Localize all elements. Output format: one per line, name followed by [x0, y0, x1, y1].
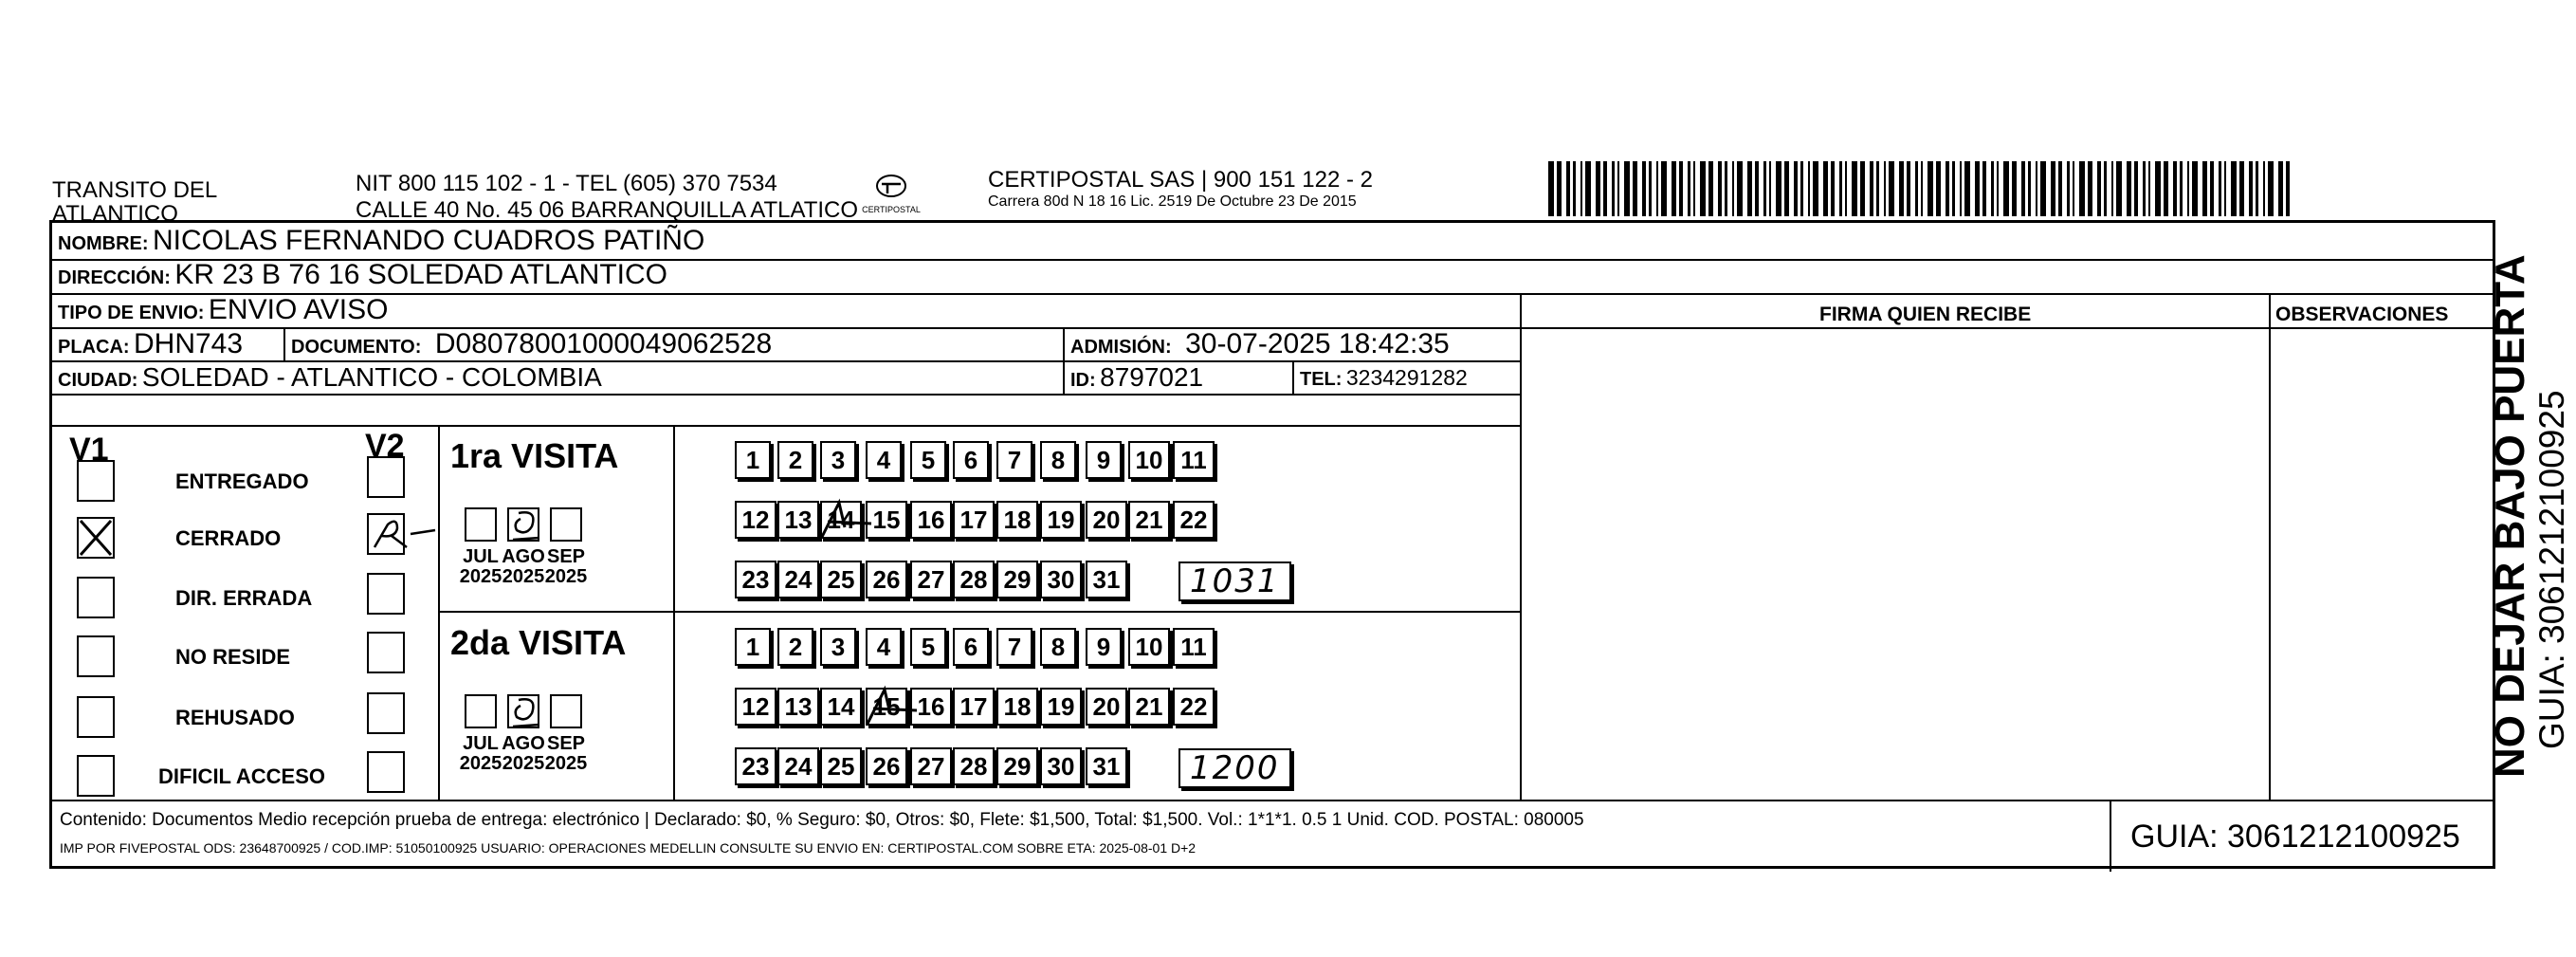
admision-label: ADMISIÓN: [1070, 337, 1172, 358]
signature-header-line [1520, 327, 2493, 329]
admision-row [1070, 330, 1450, 359]
visit-1-day-16[interactable]: 16 [910, 501, 952, 539]
visit-1-day-2[interactable]: 2 [777, 441, 813, 479]
sender-name [52, 178, 217, 226]
visit-2-day-9[interactable]: 9 [1086, 628, 1122, 666]
sender-contact [356, 171, 858, 223]
ciudad-value: SOLEDAD - ATLANTICO - COLOMBIA [141, 362, 602, 392]
barcode-bar [2134, 161, 2138, 216]
barcode-bar [1852, 161, 1857, 216]
status-label-rehusado: REHUSADO [175, 706, 295, 729]
visit-2-day-4[interactable]: 4 [866, 628, 902, 666]
barcode-bar [1800, 161, 1803, 216]
barcode-bar [1813, 161, 1818, 216]
barcode-bar [2239, 161, 2244, 216]
visit-2-day-25[interactable]: 25 [820, 747, 862, 785]
barcode-bar [2067, 161, 2070, 216]
visit-1-day-29[interactable]: 29 [996, 561, 1038, 598]
barcode-bar [2148, 161, 2150, 216]
barcode-bar [1982, 161, 1986, 216]
barcode-bar [1596, 161, 1600, 216]
barcode-bar [2187, 161, 2189, 216]
visit-1-day-8[interactable]: 8 [1040, 441, 1076, 479]
v1-checkbox-no-reside[interactable] [77, 635, 115, 677]
barcode-bar [1952, 161, 1955, 216]
visit-1-day-23[interactable]: 23 [735, 561, 776, 598]
barcode-bar [2263, 161, 2265, 216]
barcode-bar [2210, 161, 2214, 216]
tipo-value: ENVIO AVISO [208, 294, 389, 325]
barcode-bar [1870, 161, 1873, 216]
visit-1-day-6[interactable]: 6 [953, 441, 989, 479]
v2-checkbox-dificil-acceso[interactable] [367, 751, 405, 793]
visit-2-day-20[interactable]: 20 [1086, 688, 1127, 726]
visit-2-day-27[interactable]: 27 [910, 747, 952, 785]
visit-2-day-10[interactable]: 10 [1128, 628, 1170, 666]
barcode-bar [2202, 161, 2207, 216]
barcode-bar [1776, 161, 1781, 216]
sender-nit: NIT 800 115 102 - 1 - TEL (605) 370 7534 [356, 171, 777, 196]
visit-2-day-1[interactable]: 1 [735, 628, 771, 666]
visit-2-title: 2da VISITA [450, 623, 627, 662]
barcode-bar [2231, 161, 2237, 216]
barcode-bar [1737, 161, 1743, 216]
status-label-entregado: ENTREGADO [175, 469, 309, 493]
barcode-bar [2249, 161, 2253, 216]
barcode-bar [1700, 161, 1706, 216]
barcode-bar [2268, 161, 2274, 216]
cell-divider [1063, 327, 1065, 396]
barcode-bar [1649, 161, 1652, 216]
v2-checkbox-entregado[interactable] [367, 456, 405, 498]
barcode-bar [1747, 161, 1752, 216]
visit-1-day-27[interactable]: 27 [910, 561, 952, 598]
footer-guia: GUIA: 3061212100925 [2130, 819, 2460, 855]
status-visit-divider [438, 425, 440, 801]
footer-guia-divider [2110, 800, 2111, 872]
cell-divider [1292, 360, 1294, 396]
month-name: AGO [502, 546, 545, 567]
sender-line-2: ATLANTICO [52, 201, 178, 228]
v2-checkbox-cerrado[interactable] [367, 513, 405, 555]
visit-1-title: 1ra VISITA [450, 436, 619, 475]
observaciones-label: OBSERVACIONES [2275, 304, 2449, 325]
barcode-bar [1991, 161, 1994, 216]
barcode-bar [1642, 161, 1646, 216]
visit-1-day-12[interactable]: 12 [735, 501, 776, 539]
visit-2-day-19[interactable]: 19 [1040, 688, 1082, 726]
barcode-bar [1708, 161, 1713, 216]
visit-2-day-30[interactable]: 30 [1040, 747, 1082, 785]
visit-2-month-sep-label [538, 734, 594, 774]
visit-2-day-6[interactable]: 6 [953, 628, 989, 666]
month-year: 2025 [544, 753, 588, 774]
v1-checkbox-dificil-acceso[interactable] [77, 755, 115, 797]
barcode-bar [2164, 161, 2168, 216]
barcode-bar [1808, 161, 1810, 216]
ciudad-label: CIUDAD: [58, 370, 138, 391]
barcode-bar [2040, 161, 2046, 216]
row-divider [52, 293, 2493, 295]
barcode-bar [1921, 161, 1923, 216]
tipo-row [58, 296, 388, 324]
barcode-bar [1624, 161, 1630, 216]
barcode-bar [2219, 161, 2221, 216]
barcode-bar [2111, 161, 2113, 216]
barcode-bar [1633, 161, 1637, 216]
v2-header: V2 [365, 428, 405, 464]
visit-2-day-15[interactable]: 15 [866, 688, 907, 726]
barcode-bar [1769, 161, 1771, 216]
visit-2-day-24[interactable]: 24 [777, 747, 819, 785]
visit-2-day-11[interactable]: 11 [1173, 628, 1215, 666]
visit-1-day-22[interactable]: 22 [1173, 501, 1215, 539]
x-mark-icon [79, 519, 113, 557]
visit-1-day-20[interactable]: 20 [1086, 501, 1127, 539]
tel-value: 3234291282 [1345, 365, 1468, 390]
tel-row [1300, 367, 1468, 389]
handwritten-mark-icon [369, 515, 435, 555]
visit-1-day-24[interactable]: 24 [777, 561, 819, 598]
visit-1-day-18[interactable]: 18 [996, 501, 1038, 539]
visit-1-day-30[interactable]: 30 [1040, 561, 1082, 598]
visit-2-day-23[interactable]: 23 [735, 747, 776, 785]
ciudad-row [58, 364, 602, 391]
visit-2-day-28[interactable]: 28 [953, 747, 995, 785]
footer-divider [52, 800, 2493, 801]
barcode-bar [1975, 161, 1980, 216]
barcode-bar [1889, 161, 1894, 216]
barcode-bar [2286, 161, 2290, 216]
barcode-bar [1997, 161, 1999, 216]
barcode-bar [1661, 161, 1667, 216]
barcode-bar [2143, 161, 2146, 216]
barcode-bar [2192, 161, 2198, 216]
admision-value: 30-07-2025 18:42:35 [1185, 328, 1450, 359]
visit-2-day-14[interactable]: 14 [820, 688, 862, 726]
month-name: JUL [463, 546, 499, 567]
signature-left-border [1520, 293, 1522, 801]
placa-row [58, 330, 243, 359]
visit-2-day-29[interactable]: 29 [996, 747, 1038, 785]
handwritten-mark-icon [509, 509, 541, 547]
barcode-bar [1936, 161, 1941, 216]
visit-1-day-17[interactable]: 17 [953, 501, 995, 539]
month-year: 2025 [544, 566, 588, 587]
placa-label: PLACA: [58, 337, 130, 358]
barcode-bar [2180, 161, 2183, 216]
barcode-bar [2256, 161, 2258, 216]
firma-label: FIRMA QUIEN RECIBE [1819, 304, 2032, 325]
barcode-bar [2073, 161, 2074, 216]
barcode-bar [1557, 161, 1562, 216]
barcode-bar [1580, 161, 1582, 216]
barcode-bar [2224, 161, 2226, 216]
documento-row [291, 330, 772, 359]
visit-1-month-sep-checkbox[interactable] [550, 507, 582, 542]
status-label-cerrado: CERRADO [175, 526, 282, 550]
visit-1-day-15[interactable]: 15 [866, 501, 907, 539]
barcode-bar [1725, 161, 1727, 216]
v2-checkbox-dir-errada[interactable] [367, 573, 405, 615]
barcode-bar [1899, 161, 1904, 216]
id-row [1070, 364, 1203, 391]
nombre-value: NICOLAS FERNANDO CUADROS PATIÑO [153, 225, 705, 256]
sender-line-1: TRANSITO DEL [52, 177, 218, 203]
barcode-bar [1693, 161, 1695, 216]
barcode-bar [1831, 161, 1835, 216]
id-label: ID: [1070, 370, 1096, 391]
month-year: 2025 [459, 753, 502, 774]
barcode-bar [1794, 161, 1798, 216]
tipo-label: TIPO DE ENVIO: [58, 303, 205, 323]
month-year: 2025 [502, 566, 545, 587]
v2-checkbox-rehusado[interactable] [367, 692, 405, 734]
barcode-bar [2278, 161, 2283, 216]
footer-imp: IMP POR FIVEPOSTAL ODS: 23648700925 / COD.IMP: 51050100925 USUARIO: OPERACIONES MEDELLIN CONSULTE SU ENVIO EN: CERTIPOSTAL.COM SOBRE ETA: 2025-08-01 D+2 [60, 840, 1197, 856]
visit-1-day-28[interactable]: 28 [953, 561, 995, 598]
visit-2-handwritten-time: 1200 [1178, 748, 1291, 788]
barcode [1548, 161, 2297, 216]
visit-2-day-26[interactable]: 26 [866, 747, 907, 785]
direccion-value: KR 23 B 76 16 SOLEDAD ATLANTICO [174, 259, 667, 290]
barcode-bar [1718, 161, 1722, 216]
visit-1-month-sep-label [538, 547, 594, 587]
visit-2-day-16[interactable]: 16 [910, 688, 952, 726]
v2-checkbox-no-reside[interactable] [367, 632, 405, 673]
barcode-bar [1566, 161, 1570, 216]
barcode-bar [2173, 161, 2177, 216]
barcode-bar [1548, 161, 1554, 216]
visit-1-day-31[interactable]: 31 [1086, 561, 1127, 598]
barcode-bar [2058, 161, 2062, 216]
barcode-bar [1907, 161, 1910, 216]
barcode-bar [2127, 161, 2131, 216]
handwritten-mark-icon [509, 696, 541, 734]
status-label-dificil-acceso: DIFICIL ACCESO [158, 764, 326, 788]
visit-1-day-1[interactable]: 1 [735, 441, 771, 479]
row-divider [52, 394, 1522, 396]
barcode-bar [2088, 161, 2092, 216]
nombre-label: NOMBRE: [58, 233, 149, 254]
barcode-bar [1784, 161, 1789, 216]
direccion-row [58, 261, 667, 289]
visit-1-day-11[interactable]: 11 [1173, 441, 1215, 479]
courier-license: Carrera 80d N 18 16 Lic. 2519 De Octubre 23 De 2015 [988, 193, 1357, 210]
visit-1-month-jul-checkbox[interactable] [465, 507, 497, 542]
v1-header: V1 [69, 432, 109, 468]
visit-1-day-14[interactable]: 14 [820, 501, 862, 539]
visit-2-day-7[interactable]: 7 [996, 628, 1032, 666]
row-divider [52, 425, 1522, 427]
barcode-bar [1845, 161, 1847, 216]
barcode-bar [1884, 161, 1886, 216]
barcode-bar [2051, 161, 2055, 216]
barcode-bar [1688, 161, 1690, 216]
visit-1-day-3[interactable]: 3 [820, 441, 856, 479]
barcode-bar [1927, 161, 1933, 216]
barcode-bar [1732, 161, 1734, 216]
visit-1-day-21[interactable]: 21 [1128, 501, 1170, 539]
tel-label: TEL: [1300, 369, 1343, 390]
direccion-label: DIRECCIÓN: [58, 267, 171, 288]
v1-checkbox-rehusado[interactable] [77, 696, 115, 738]
barcode-bar [2155, 161, 2161, 216]
barcode-bar [1679, 161, 1683, 216]
visit-divider [438, 611, 1522, 613]
visit-2-day-13[interactable]: 13 [777, 688, 819, 726]
id-value: 8797021 [1100, 362, 1204, 392]
visit-1-day-10[interactable]: 10 [1128, 441, 1170, 479]
visit-1-day-26[interactable]: 26 [866, 561, 907, 598]
barcode-bar [1617, 161, 1619, 216]
documento-value: D08078001000049062528 [434, 328, 773, 359]
no-dejar-bajo-puerta: NO DEJAR BAJO PUERTA [2487, 254, 2533, 778]
barcode-bar [1603, 161, 1607, 216]
barcode-bar [1573, 161, 1576, 216]
barcode-bar [2028, 161, 2031, 216]
visit-2-day-31[interactable]: 31 [1086, 747, 1127, 785]
visit-1-day-4[interactable]: 4 [866, 441, 902, 479]
svg-text:CERTIPOSTAL: CERTIPOSTAL [862, 205, 921, 214]
visit-2-day-22[interactable]: 22 [1173, 688, 1215, 726]
side-guia: GUIA: 3061212100925 [2532, 390, 2571, 749]
observations-left-border [2269, 293, 2271, 801]
barcode-bar [1612, 161, 1615, 216]
visit-2-day-8[interactable]: 8 [1040, 628, 1076, 666]
visit-1-day-5[interactable]: 5 [910, 441, 946, 479]
barcode-bar [2036, 161, 2037, 216]
v1-checkbox-cerrado[interactable] [77, 517, 115, 559]
courier-info [988, 167, 1373, 211]
visit-2-day-3[interactable]: 3 [820, 628, 856, 666]
visit-2-month-jul-checkbox[interactable] [465, 694, 497, 728]
courier-name: CERTIPOSTAL SAS | 900 151 122 - 2 [988, 167, 1373, 193]
placa-value: DHN743 [134, 328, 244, 359]
barcode-bar [1839, 161, 1842, 216]
delivery-form [49, 220, 2495, 869]
visit-1-day-25[interactable]: 25 [820, 561, 862, 598]
status-label-no-reside: NO RESIDE [175, 645, 291, 669]
nombre-row [58, 227, 704, 255]
visit-days-divider [673, 425, 675, 801]
visit-2-day-21[interactable]: 21 [1128, 688, 1170, 726]
barcode-bar [2104, 161, 2107, 216]
footer-contenido: Contenido: Documentos Medio recepción prueba de entrega: electrónico | Declarado: $0, % Seguro: $0, Otros: $0, Flete: $1,500, Total: $1,500. Vol.: 1*1*1. 0.5 1 Unid. COD. POSTAL: 080005 [60, 810, 1584, 830]
barcode-bar [1876, 161, 1879, 216]
v1-checkbox-dir-errada[interactable] [77, 577, 115, 618]
documento-label: DOCUMENTO: [291, 337, 422, 358]
visit-1-handwritten-time: 1031 [1178, 561, 1291, 601]
barcode-bar [1964, 161, 1970, 216]
certipostal-logo [858, 169, 924, 222]
month-name: JUL [463, 733, 499, 754]
month-name: SEP [546, 733, 586, 754]
month-name: AGO [502, 733, 545, 754]
barcode-bar [1585, 161, 1591, 216]
barcode-bar [2003, 161, 2009, 216]
visit-1-day-13[interactable]: 13 [777, 501, 819, 539]
month-year: 2025 [459, 566, 502, 587]
barcode-bar [1823, 161, 1828, 216]
visit-2-month-ago-checkbox[interactable] [507, 694, 539, 728]
cell-divider [283, 327, 285, 362]
barcode-bar [2116, 161, 2122, 216]
barcode-bar [2079, 161, 2085, 216]
barcode-bar [1672, 161, 1676, 216]
visit-1-day-9[interactable]: 9 [1086, 441, 1122, 479]
visit-2-month-sep-checkbox[interactable] [550, 694, 582, 728]
barcode-bar [1960, 161, 1962, 216]
visit-2-day-17[interactable]: 17 [953, 688, 995, 726]
visit-1-day-19[interactable]: 19 [1040, 501, 1082, 539]
barcode-bar [1763, 161, 1766, 216]
visit-2-day-2[interactable]: 2 [777, 628, 813, 666]
month-year: 2025 [502, 753, 545, 774]
status-label-dir-errada: DIR. ERRADA [175, 586, 313, 610]
barcode-bar [1915, 161, 1918, 216]
barcode-bar [1860, 161, 1865, 216]
barcode-bar [1755, 161, 1759, 216]
barcode-bar [2021, 161, 2025, 216]
v1-checkbox-entregado[interactable] [77, 460, 115, 502]
visit-1-month-ago-checkbox[interactable] [507, 507, 539, 542]
visit-1-day-7[interactable]: 7 [996, 441, 1032, 479]
sender-address: CALLE 40 No. 45 06 BARRANQUILLA ATLATICO [356, 196, 859, 223]
visit-2-day-18[interactable]: 18 [996, 688, 1038, 726]
barcode-bar [1946, 161, 1949, 216]
barcode-bar [2012, 161, 2017, 216]
visit-2-day-12[interactable]: 12 [735, 688, 776, 726]
visit-2-day-5[interactable]: 5 [910, 628, 946, 666]
barcode-bar [2097, 161, 2101, 216]
side-notice [2476, 218, 2576, 787]
month-name: SEP [546, 546, 586, 567]
barcode-bar [1656, 161, 1658, 216]
